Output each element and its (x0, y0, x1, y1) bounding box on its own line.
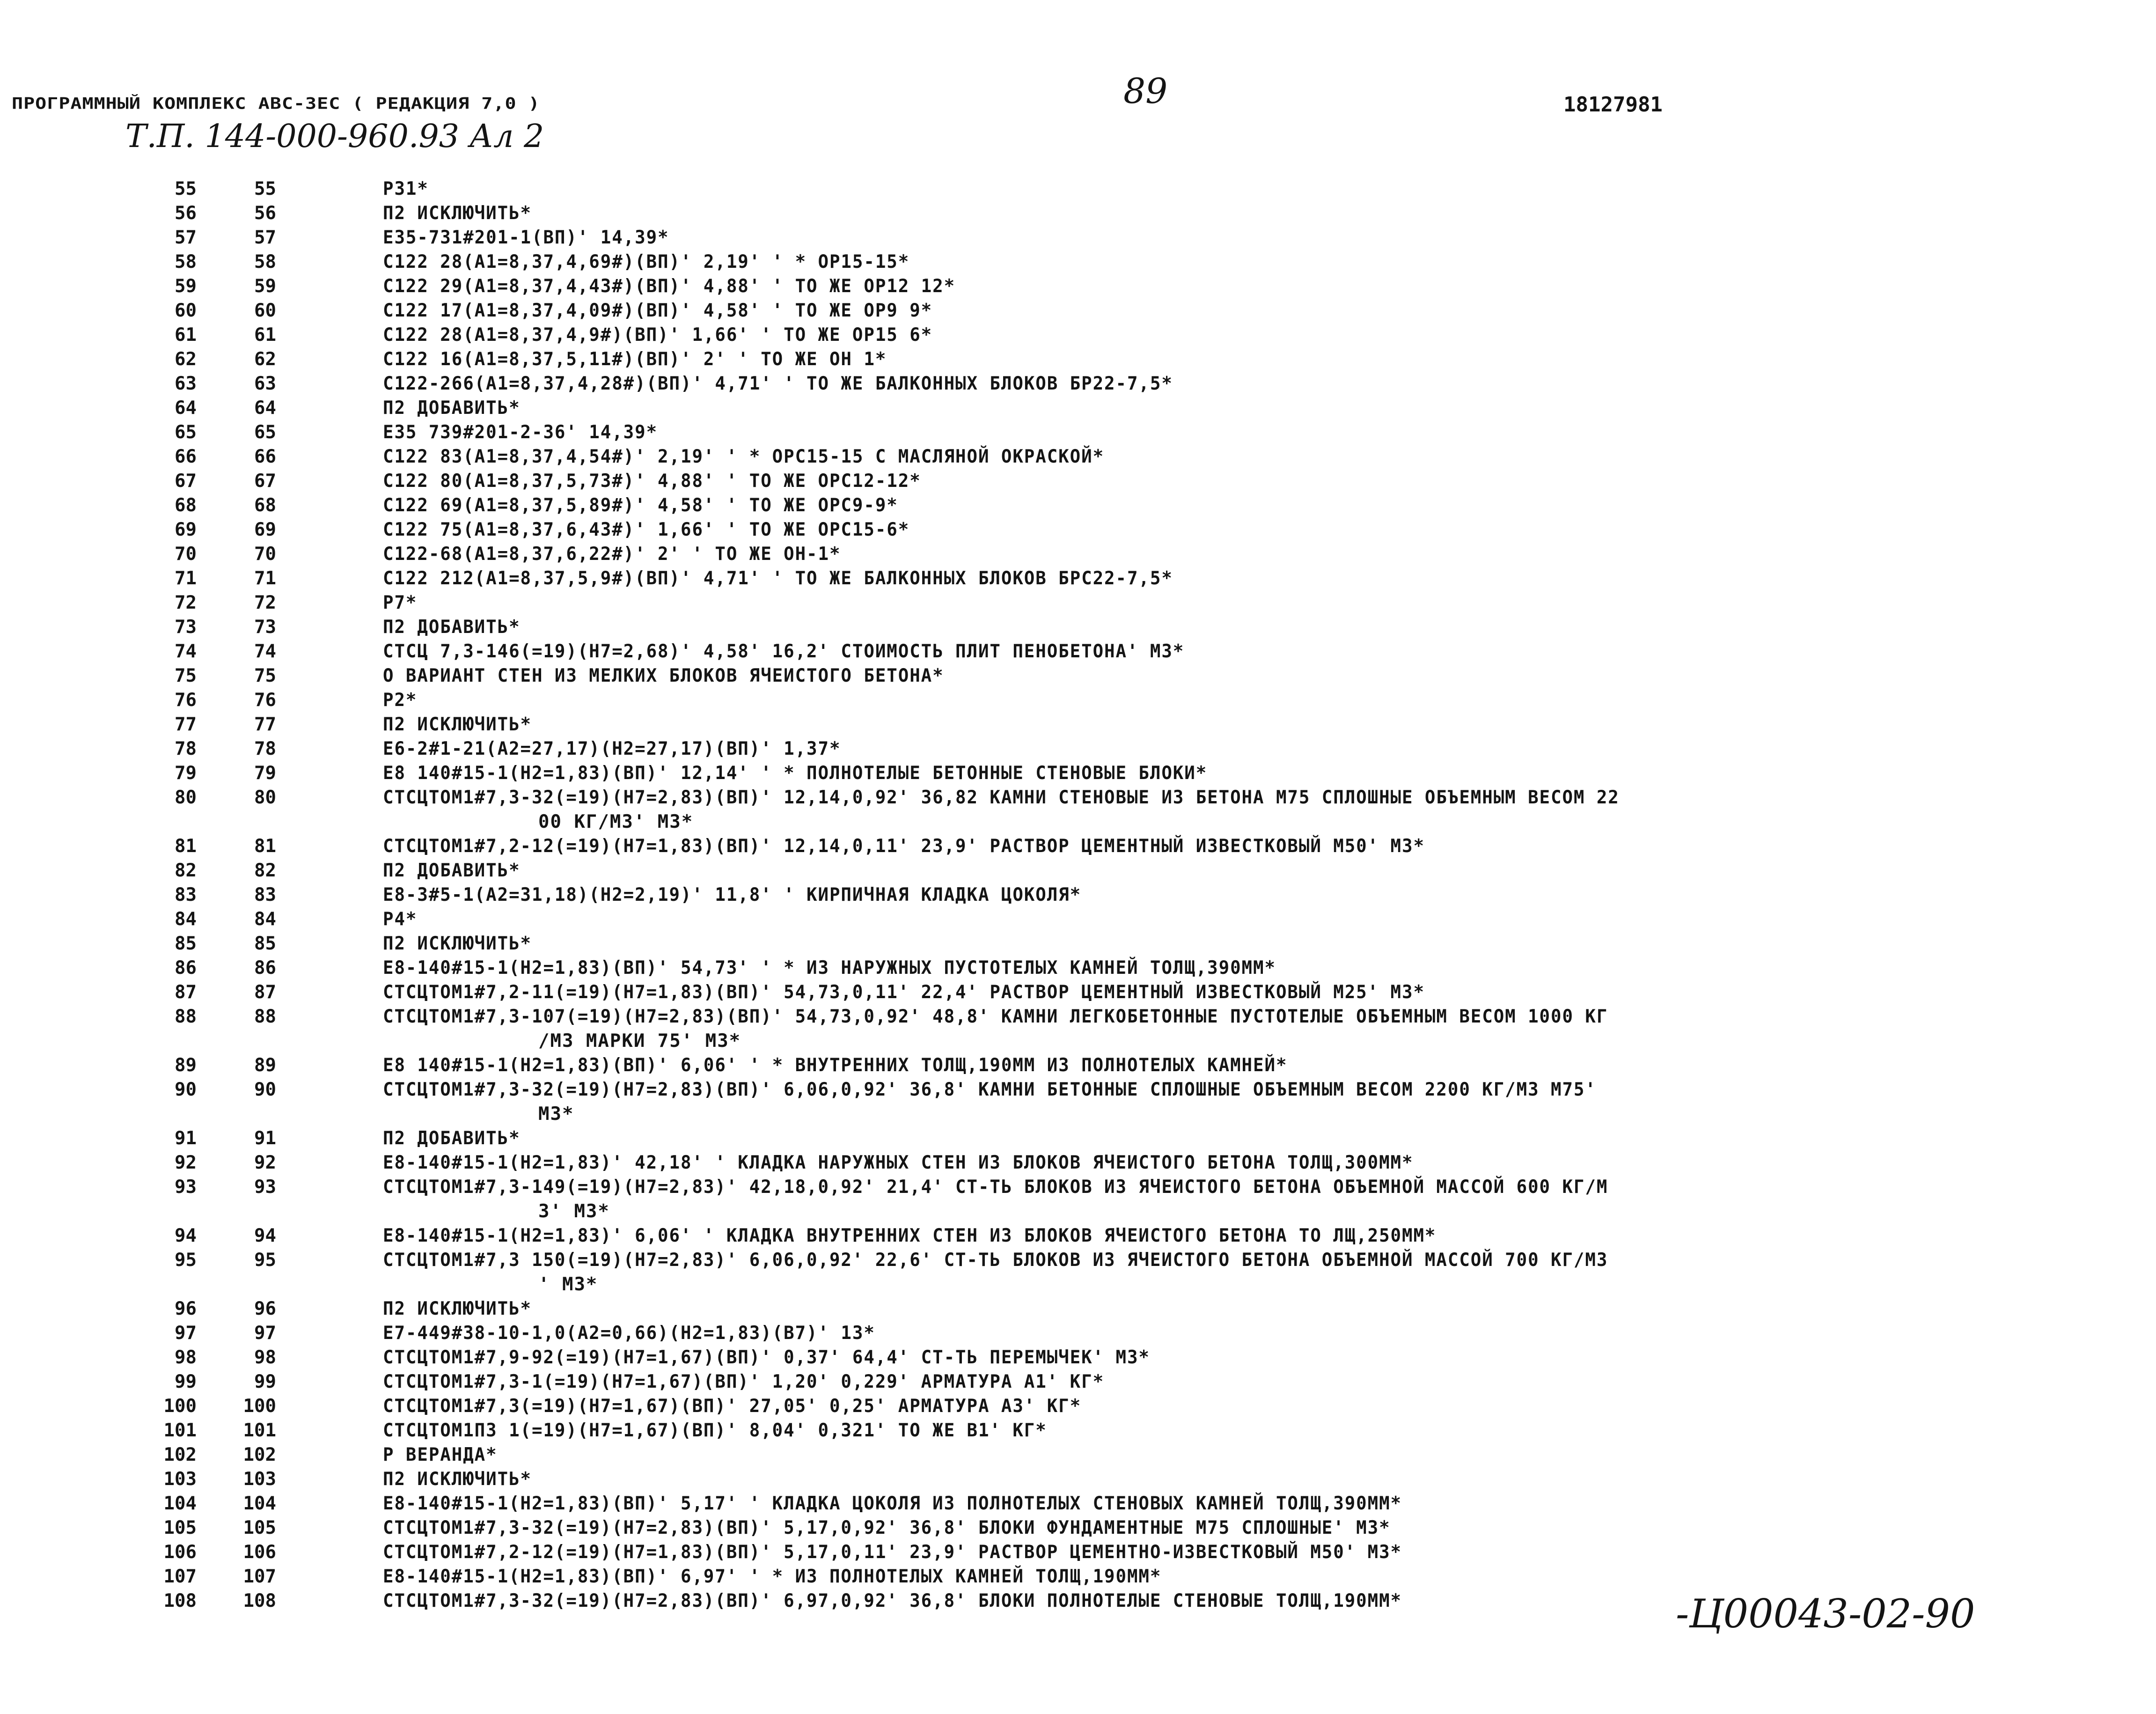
line-number-left: 82 (175, 860, 197, 881)
line-number-left: 96 (175, 1298, 197, 1319)
line-text: Е35-731#201-1(ВП)' 14,39* (383, 227, 669, 248)
line-number-left: 95 (175, 1250, 197, 1271)
line-number-left: 83 (175, 884, 197, 905)
line-number-right: 107 (243, 1566, 276, 1587)
listing-line (0, 323, 2156, 347)
line-number-right: 76 (254, 690, 276, 711)
line-number-left: 93 (175, 1177, 197, 1198)
line-number-right: 79 (254, 763, 276, 784)
line-text: М3* (538, 1103, 574, 1125)
line-text: СТСЦТОМ1П3 1(=19)(Н7=1,67)(ВП)' 8,04' 0,321' ТО ЖЕ В1' КГ* (383, 1420, 1047, 1441)
line-number-left: 85 (175, 933, 197, 954)
listing-line (0, 1005, 2156, 1029)
line-number-right: 56 (254, 203, 276, 224)
line-number-right: 64 (254, 397, 276, 419)
line-text: Е8-140#15-1(Н2=1,83)' 6,06' ' КЛАДКА ВНУТРЕННИХ СТЕН ИЗ БЛОКОВ ЯЧЕИСТОГО БЕТОНА ТО ЛЩ,250ММ* (383, 1225, 1437, 1246)
line-number-left: 66 (175, 446, 197, 467)
line-number-left: 69 (175, 519, 197, 540)
line-number-right: 97 (254, 1323, 276, 1344)
line-number-left: 84 (175, 909, 197, 930)
line-number-right: 105 (243, 1517, 276, 1538)
listing-line (0, 956, 2156, 980)
line-text: ' М3* (538, 1274, 598, 1295)
line-number-left: 92 (175, 1152, 197, 1173)
line-number-left: 90 (175, 1079, 197, 1100)
listing-line (0, 932, 2156, 956)
listing-line (0, 347, 2156, 372)
listing-line (0, 493, 2156, 518)
line-number-right: 72 (254, 592, 276, 613)
listing-line (0, 396, 2156, 420)
line-number-right: 94 (254, 1225, 276, 1246)
listing-line (0, 1370, 2156, 1394)
line-text: СТСЦ 7,3-146(=19)(Н7=2,68)' 4,58' 16,2' СТОИМОСТЬ ПЛИТ ПЕНОБЕТОНА' М3* (383, 641, 1185, 662)
line-number-right: 55 (254, 178, 276, 199)
listing-line (0, 1248, 2156, 1273)
line-text: СТСЦТОМ1#7,3-149(=19)(Н7=2,83)' 42,18,0,92' 21,4' СТ-ТЬ БЛОКОВ ИЗ ЯЧЕИСТОГО БЕТОНА ОБЪЕМНОЙ МАССОЙ 600 КГ/М (383, 1177, 1608, 1198)
line-text: 3' М3* (538, 1201, 610, 1222)
line-number-left: 63 (175, 373, 197, 394)
line-text: Р7* (383, 592, 418, 613)
listing-line (0, 1516, 2156, 1540)
listing-line (0, 1467, 2156, 1492)
line-number-left: 98 (175, 1347, 197, 1368)
line-text: Р4* (383, 909, 418, 930)
line-number-right: 99 (254, 1371, 276, 1392)
line-text: Е8-3#5-1(А2=31,18)(Н2=2,19)' 11,8' ' КИРПИЧНАЯ КЛАДКА ЦОКОЛЯ* (383, 884, 1082, 905)
line-number-left: 62 (175, 349, 197, 370)
line-text: Е6-2#1-21(А2=27,17)(Н2=27,17)(ВП)' 1,37* (383, 738, 841, 759)
line-number-right: 92 (254, 1152, 276, 1173)
listing-line (0, 664, 2156, 688)
listing-line (0, 542, 2156, 566)
line-text: П2 ИСКЛЮЧИТЬ* (383, 1298, 532, 1319)
line-number-left: 88 (175, 1006, 197, 1027)
line-number-right: 106 (243, 1542, 276, 1563)
line-number-left: 104 (163, 1493, 197, 1514)
line-number-left: 79 (175, 763, 197, 784)
listing-line (0, 1151, 2156, 1175)
handwritten-reference: Т.П. 144-000-960.93 Ал 2 (125, 118, 544, 155)
line-number-left: 101 (163, 1420, 197, 1441)
document-id: 18127981 (1563, 93, 1663, 117)
line-text: СТСЦТОМ1#7,2-12(=19)(Н7=1,83)(ВП)' 12,14,0,11' 23,9' РАСТВОР ЦЕМЕНТНЫЙ ИЗВЕСТКОВЫЙ М50' М3* (383, 836, 1425, 857)
line-number-right: 62 (254, 349, 276, 370)
line-text: Е8-140#15-1(Н2=1,83)(ВП)' 6,97' ' * ИЗ ПОЛНОТЕЛЫХ КАМНЕЙ ТОЛЩ,190ММ* (383, 1566, 1162, 1587)
page-number: 89 (1123, 71, 1168, 111)
line-number-right: 82 (254, 860, 276, 881)
line-number-left: 94 (175, 1225, 197, 1246)
line-number-left: 56 (175, 203, 197, 224)
listing-line (0, 980, 2156, 1005)
line-text: СТСЦТОМ1#7,3(=19)(Н7=1,67)(ВП)' 27,05' 0,25' АРМАТУРА А3' КГ* (383, 1396, 1082, 1417)
line-text: СТСЦТОМ1#7,3-107(=19)(Н7=2,83)(ВП)' 54,73,0,92' 48,8' КАМНИ ЛЕГКОБЕТОННЫЕ ПУСТОТЕЛЫЕ ОБЪЕМНЫМ ВЕСОМ 1000 КГ (383, 1006, 1608, 1027)
line-text: П2 ИСКЛЮЧИТЬ* (383, 1469, 532, 1490)
listing-line (0, 177, 2156, 201)
line-number-left: 61 (175, 324, 197, 346)
listing-continuation-line (0, 810, 2156, 834)
line-number-left: 72 (175, 592, 197, 613)
line-number-right: 80 (254, 787, 276, 808)
line-number-right: 104 (243, 1493, 276, 1514)
listing-line (0, 372, 2156, 396)
line-number-right: 103 (243, 1469, 276, 1490)
line-number-right: 91 (254, 1128, 276, 1149)
listing-line (0, 1297, 2156, 1321)
line-number-left: 91 (175, 1128, 197, 1149)
line-text: СТСЦТОМ1#7,9-92(=19)(Н7=1,67)(ВП)' 0,37' 64,4' СТ-ТЬ ПЕРЕМЫЧЕК' М3* (383, 1347, 1150, 1368)
handwritten-footer-code: -Ц00043-02-90 (1676, 1591, 1975, 1637)
line-number-right: 78 (254, 738, 276, 759)
line-text: С122 16(А1=8,37,5,11#)(ВП)' 2' ' ТО ЖЕ ОН 1* (383, 349, 887, 370)
line-number-right: 60 (254, 300, 276, 321)
line-text: СТСЦТОМ1#7,3-32(=19)(Н7=2,83)(ВП)' 6,97,0,92' 36,8' БЛОКИ ПОЛНОТЕЛЫЕ СТЕНОВЫЕ ТОЛЩ,190ММ* (383, 1590, 1402, 1611)
line-number-left: 73 (175, 617, 197, 638)
line-text: Е7-449#38-10-1,0(А2=0,66)(Н2=1,83)(В7)' 13* (383, 1323, 875, 1344)
line-text: С122 29(А1=8,37,4,43#)(ВП)' 4,88' ' ТО ЖЕ ОР12 12* (383, 276, 956, 297)
listing-line (0, 1321, 2156, 1346)
line-number-left: 105 (163, 1517, 197, 1538)
line-text: Е8-140#15-1(Н2=1,83)' 42,18' ' КЛАДКА НАРУЖНЫХ СТЕН ИЗ БЛОКОВ ЯЧЕИСТОГО БЕТОНА ТОЛЩ,300ММ* (383, 1152, 1414, 1173)
listing-line (0, 445, 2156, 469)
line-number-right: 71 (254, 568, 276, 589)
program-listing (0, 177, 2156, 1613)
line-text: С122-68(А1=8,37,6,22#)' 2' ' ТО ЖЕ ОН-1* (383, 544, 841, 565)
listing-line (0, 737, 2156, 761)
line-number-left: 76 (175, 690, 197, 711)
line-number-right: 75 (254, 665, 276, 686)
line-number-right: 88 (254, 1006, 276, 1027)
listing-continuation-line (0, 1199, 2156, 1224)
listing-line (0, 420, 2156, 445)
line-text: С122 17(А1=8,37,4,09#)(ВП)' 4,58' ' ТО ЖЕ ОР9 9* (383, 300, 933, 321)
line-text: С122 69(А1=8,37,5,89#)' 4,58' ' ТО ЖЕ ОРС9-9* (383, 495, 898, 516)
listing-line (0, 907, 2156, 932)
line-number-right: 102 (243, 1444, 276, 1465)
line-number-left: 70 (175, 544, 197, 565)
line-number-right: 84 (254, 909, 276, 930)
listing-line (0, 713, 2156, 737)
line-text: Е8-140#15-1(Н2=1,83)(ВП)' 5,17' ' КЛАДКА ЦОКОЛЯ ИЗ ПОЛНОТЕЛЫХ СТЕНОВЫХ КАМНЕЙ ТОЛЩ,390ММ* (383, 1493, 1402, 1514)
line-number-right: 108 (243, 1590, 276, 1611)
line-number-left: 64 (175, 397, 197, 419)
listing-line (0, 1419, 2156, 1443)
line-number-right: 85 (254, 933, 276, 954)
listing-line (0, 469, 2156, 493)
listing-line (0, 615, 2156, 640)
line-number-left: 74 (175, 641, 197, 662)
listing-continuation-line (0, 1029, 2156, 1053)
listing-line (0, 761, 2156, 786)
line-text: С122 28(А1=8,37,4,9#)(ВП)' 1,66' ' ТО ЖЕ ОР15 6* (383, 324, 933, 346)
line-text: Е8 140#15-1(Н2=1,83)(ВП)' 12,14' ' * ПОЛНОТЕЛЫЕ БЕТОННЫЕ СТЕНОВЫЕ БЛОКИ* (383, 763, 1208, 784)
line-text: /М3 МАРКИ 75' М3* (538, 1030, 741, 1052)
line-number-left: 89 (175, 1055, 197, 1076)
line-number-right: 58 (254, 251, 276, 272)
listing-line (0, 1224, 2156, 1248)
line-number-right: 69 (254, 519, 276, 540)
line-text: П2 ИСКЛЮЧИТЬ* (383, 714, 532, 735)
listing-line (0, 834, 2156, 859)
listing-line (0, 518, 2156, 542)
program-header: ПРОГРАММНЫЙ КОМПЛЕКС АВС-ЗЕС ( РЕДАКЦИЯ 7,0 ) (12, 95, 540, 113)
line-number-right: 77 (254, 714, 276, 735)
line-text: С122 83(А1=8,37,4,54#)' 2,19' ' * ОРС15-15 С МАСЛЯНОЙ ОКРАСКОЙ* (383, 446, 1105, 467)
line-number-left: 65 (175, 422, 197, 443)
listing-line (0, 201, 2156, 226)
line-text: СТСЦТОМ1#7,2-12(=19)(Н7=1,83)(ВП)' 5,17,0,11' 23,9' РАСТВОР ЦЕМЕНТНО-ИЗВЕСТКОВЫЙ М50' М3* (383, 1542, 1402, 1563)
listing-line (0, 859, 2156, 883)
line-number-left: 59 (175, 276, 197, 297)
line-text: С122 80(А1=8,37,5,73#)' 4,88' ' ТО ЖЕ ОРС12-12* (383, 471, 921, 492)
listing-line (0, 883, 2156, 907)
listing-line (0, 1053, 2156, 1078)
line-number-right: 98 (254, 1347, 276, 1368)
line-number-left: 102 (163, 1444, 197, 1465)
line-number-right: 93 (254, 1177, 276, 1198)
line-text: П2 ДОБАВИТЬ* (383, 860, 521, 881)
line-number-right: 101 (243, 1420, 276, 1441)
listing-line (0, 1126, 2156, 1151)
line-number-right: 95 (254, 1250, 276, 1271)
listing-continuation-line (0, 1273, 2156, 1297)
line-number-right: 90 (254, 1079, 276, 1100)
line-number-right: 68 (254, 495, 276, 516)
line-text: Р2* (383, 690, 418, 711)
line-text: СТСЦТОМ1#7,3-1(=19)(Н7=1,67)(ВП)' 1,20' 0,229' АРМАТУРА А1' КГ* (383, 1371, 1105, 1392)
line-text: С122 75(А1=8,37,6,43#)' 1,66' ' ТО ЖЕ ОРС15-6* (383, 519, 910, 540)
line-text: С122 212(А1=8,37,5,9#)(ВП)' 4,71' ' ТО ЖЕ БАЛКОННЫХ БЛОКОВ БРС22-7,5* (383, 568, 1173, 589)
listing-line (0, 250, 2156, 274)
line-number-left: 106 (163, 1542, 197, 1563)
line-number-left: 81 (175, 836, 197, 857)
line-text: 00 КГ/М3' М3* (538, 811, 694, 832)
line-text: П2 ДОБАВИТЬ* (383, 1128, 521, 1149)
line-number-left: 78 (175, 738, 197, 759)
line-number-right: 81 (254, 836, 276, 857)
listing-continuation-line (0, 1102, 2156, 1126)
line-number-left: 107 (163, 1566, 197, 1587)
line-number-left: 67 (175, 471, 197, 492)
line-text: Е8 140#15-1(Н2=1,83)(ВП)' 6,06' ' * ВНУТРЕННИХ ТОЛЩ,190ММ ИЗ ПОЛНОТЕЛЫХ КАМНЕЙ* (383, 1055, 1288, 1076)
line-text: СТСЦТОМ1#7,3-32(=19)(Н7=2,83)(ВП)' 6,06,0,92' 36,8' КАМНИ БЕТОННЫЕ СПЛОШНЫЕ ОБЪЕМНЫМ ВЕСОМ 2200 КГ/М3 М75' (383, 1079, 1597, 1100)
listing-line (0, 1443, 2156, 1467)
listing-line (0, 688, 2156, 713)
line-text: Р ВЕРАНДА* (383, 1444, 498, 1465)
line-text: Е8-140#15-1(Н2=1,83)(ВП)' 54,73' ' * ИЗ НАРУЖНЫХ ПУСТОТЕЛЫХ КАМНЕЙ ТОЛЩ,390ММ* (383, 957, 1276, 978)
line-number-left: 99 (175, 1371, 197, 1392)
line-number-left: 60 (175, 300, 197, 321)
listing-line (0, 1346, 2156, 1370)
listing-line (0, 1394, 2156, 1419)
line-number-right: 89 (254, 1055, 276, 1076)
line-text: О ВАРИАНТ СТЕН ИЗ МЕЛКИХ БЛОКОВ ЯЧЕИСТОГО БЕТОНА* (383, 665, 944, 686)
line-number-right: 57 (254, 227, 276, 248)
listing-line (0, 1492, 2156, 1516)
line-number-left: 87 (175, 982, 197, 1003)
line-number-left: 57 (175, 227, 197, 248)
line-number-left: 80 (175, 787, 197, 808)
line-number-right: 83 (254, 884, 276, 905)
line-text: П2 ИСКЛЮЧИТЬ* (383, 203, 532, 224)
listing-line (0, 299, 2156, 323)
line-number-right: 63 (254, 373, 276, 394)
listing-line (0, 1175, 2156, 1199)
line-text: СТСЦТОМ1#7,2-11(=19)(Н7=1,83)(ВП)' 54,73,0,11' 22,4' РАСТВОР ЦЕМЕНТНЫЙ ИЗВЕСТКОВЫЙ М25' М3* (383, 982, 1425, 1003)
line-number-right: 96 (254, 1298, 276, 1319)
line-number-right: 70 (254, 544, 276, 565)
listing-line (0, 274, 2156, 299)
listing-line (0, 566, 2156, 591)
line-number-left: 108 (163, 1590, 197, 1611)
line-number-left: 55 (175, 178, 197, 199)
line-number-right: 74 (254, 641, 276, 662)
line-text: П2 ДОБАВИТЬ* (383, 617, 521, 638)
listing-line (0, 1078, 2156, 1102)
line-text: Е35 739#201-2-36' 14,39* (383, 422, 658, 443)
line-text: Р31* (383, 178, 429, 199)
line-text: П2 ДОБАВИТЬ* (383, 397, 521, 419)
listing-line (0, 640, 2156, 664)
listing-line (0, 1540, 2156, 1565)
line-number-left: 58 (175, 251, 197, 272)
line-text: С122 28(А1=8,37,4,69#)(ВП)' 2,19' ' * ОР15-15* (383, 251, 910, 272)
line-text: СТСЦТОМ1#7,3 150(=19)(Н7=2,83)' 6,06,0,92' 22,6' СТ-ТЬ БЛОКОВ ИЗ ЯЧЕИСТОГО БЕТОНА ОБЪЕМНОЙ МАССОЙ 700 КГ/М3 (383, 1250, 1608, 1271)
listing-line (0, 786, 2156, 810)
line-number-right: 65 (254, 422, 276, 443)
listing-line (0, 591, 2156, 615)
line-number-right: 67 (254, 471, 276, 492)
line-number-left: 68 (175, 495, 197, 516)
line-number-left: 77 (175, 714, 197, 735)
line-number-left: 75 (175, 665, 197, 686)
line-number-right: 61 (254, 324, 276, 346)
line-text: П2 ИСКЛЮЧИТЬ* (383, 933, 532, 954)
line-number-right: 100 (243, 1396, 276, 1417)
line-number-right: 59 (254, 276, 276, 297)
line-number-left: 86 (175, 957, 197, 978)
line-number-left: 100 (163, 1396, 197, 1417)
line-text: СТСЦТОМ1#7,3-32(=19)(Н7=2,83)(ВП)' 5,17,0,92' 36,8' БЛОКИ ФУНДАМЕНТНЫЕ М75 СПЛОШНЫЕ' М3* (383, 1517, 1391, 1538)
line-number-left: 103 (163, 1469, 197, 1490)
line-number-right: 66 (254, 446, 276, 467)
listing-line (0, 226, 2156, 250)
listing-line (0, 1565, 2156, 1589)
line-number-left: 71 (175, 568, 197, 589)
line-text: СТСЦТОМ1#7,3-32(=19)(Н7=2,83)(ВП)' 12,14,0,92' 36,82 КАМНИ СТЕНОВЫЕ ИЗ БЕТОНА М75 СПЛОШНЫЕ ОБЪЕМНЫМ ВЕСОМ 22 (383, 787, 1620, 808)
line-number-right: 73 (254, 617, 276, 638)
line-text: С122-266(А1=8,37,4,28#)(ВП)' 4,71' ' ТО ЖЕ БАЛКОННЫХ БЛОКОВ БР22-7,5* (383, 373, 1173, 394)
line-number-left: 97 (175, 1323, 197, 1344)
line-number-right: 86 (254, 957, 276, 978)
line-number-right: 87 (254, 982, 276, 1003)
